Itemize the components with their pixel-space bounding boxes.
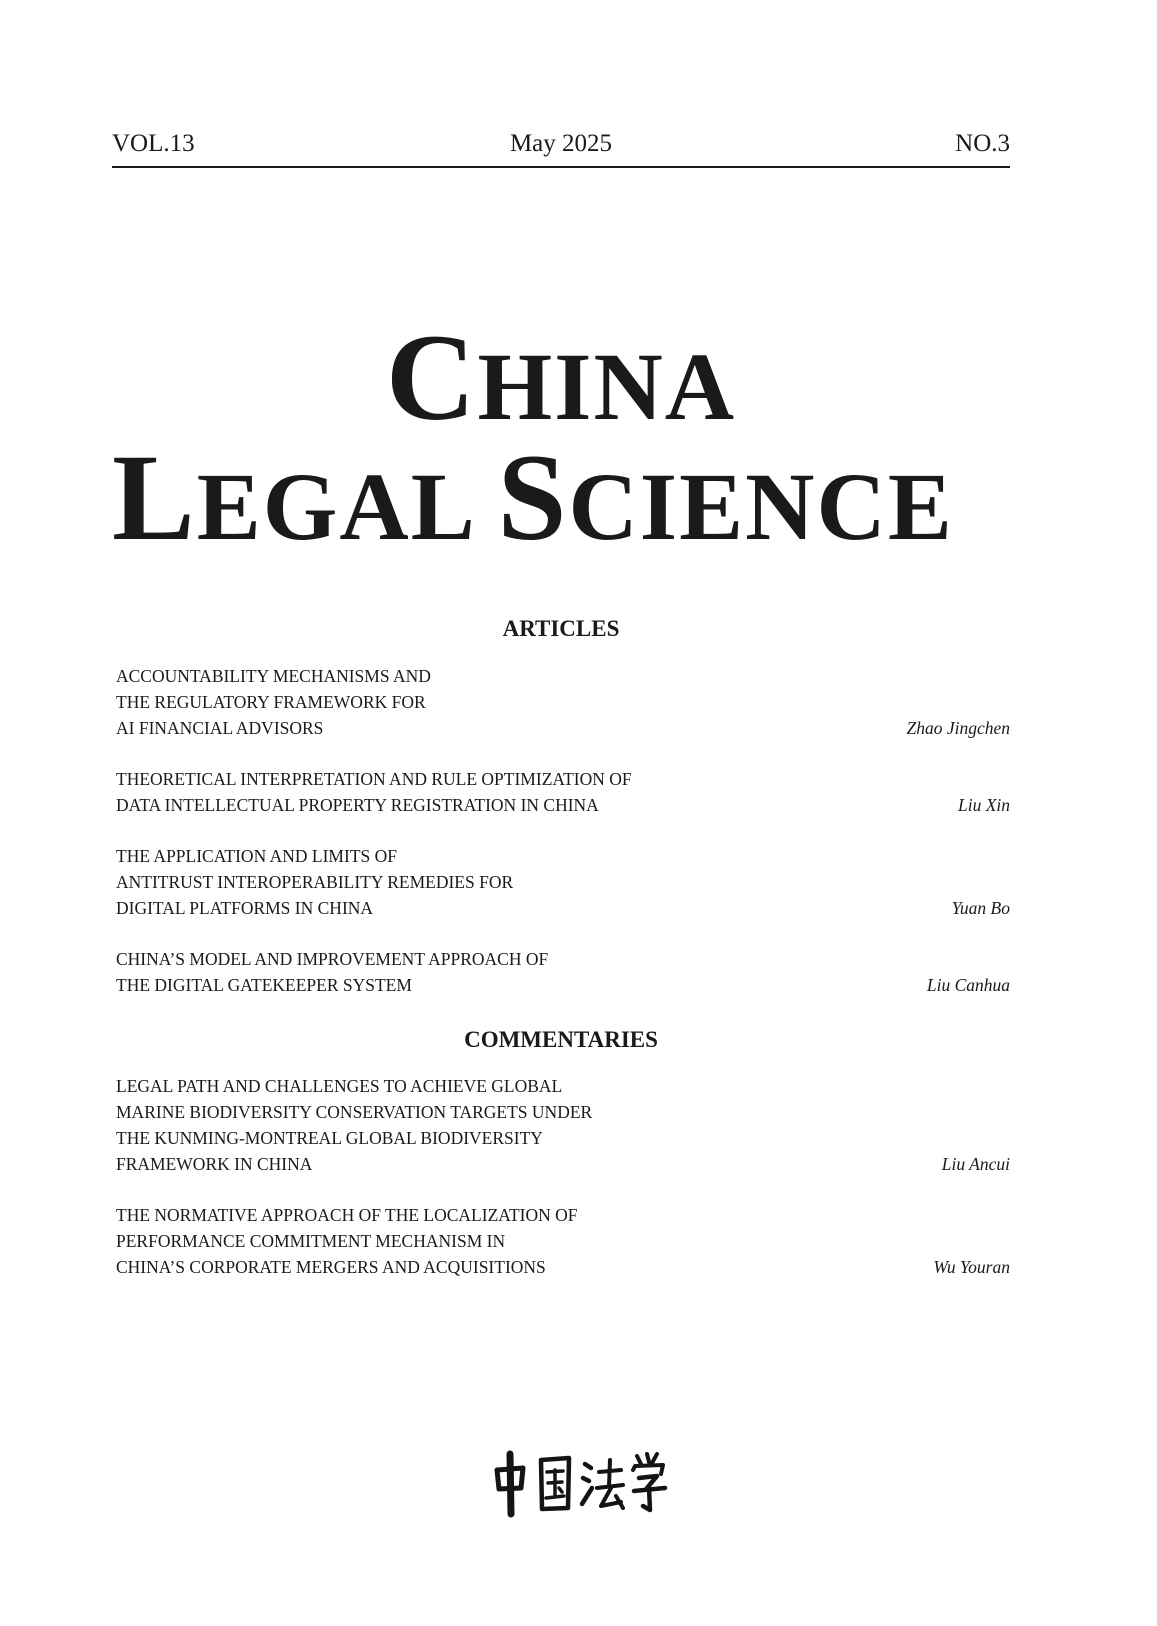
entry-title-line: MARINE BIODIVERSITY CONSERVATION TARGETS UNDER — [116, 1102, 593, 1122]
journal-title-line-1: CHINA — [385, 309, 737, 446]
entry-title-line: THE APPLICATION AND LIMITS OF — [116, 846, 397, 866]
entry-title-line: DIGITAL PLATFORMS IN CHINA — [116, 898, 374, 918]
section-heading-articles: ARTICLES — [502, 616, 620, 641]
toc-entry — [116, 843, 1010, 921]
entry-author: Zhao Jingchen — [906, 718, 1010, 738]
entry-author: Liu Xin — [957, 795, 1010, 815]
toc-entry — [116, 1202, 1010, 1280]
calligraphy-logo — [0, 1448, 1157, 1523]
entry-author: Liu Canhua — [926, 975, 1010, 995]
entry-title-line: THE REGULATORY FRAMEWORK FOR — [116, 692, 426, 712]
toc-entry — [116, 663, 1010, 741]
entry-title-line: AI FINANCIAL ADVISORS — [116, 718, 324, 738]
calligraphy-logo-image — [489, 1448, 669, 1518]
toc-entry — [116, 946, 1010, 998]
masthead-rule — [112, 166, 1010, 168]
entry-title-line: CHINA’S CORPORATE MERGERS AND ACQUISITIONS — [116, 1257, 546, 1277]
section-heading-commentaries: COMMENTARIES — [464, 1027, 658, 1052]
entry-author: Wu Youran — [933, 1257, 1010, 1277]
toc-entry — [116, 766, 1010, 818]
issue-date: May 2025 — [509, 130, 613, 157]
entry-title-line: LEGAL PATH AND CHALLENGES TO ACHIEVE GLOBAL — [116, 1076, 563, 1096]
journal-title-line-2: LEGAL SCIENCE — [112, 429, 954, 566]
toc-entry — [116, 1073, 1010, 1177]
entry-title-line: ACCOUNTABILITY MECHANISMS AND — [116, 666, 431, 686]
entry-title-line: CHINA’S MODEL AND IMPROVEMENT APPROACH OF — [116, 949, 549, 969]
volume-number: VOL.13 — [112, 130, 195, 157]
entry-title-line: THE KUNMING-MONTREAL GLOBAL BIODIVERSITY — [116, 1128, 543, 1148]
entry-title-line: DATA INTELLECTUAL PROPERTY REGISTRATION IN CHINA — [116, 795, 599, 815]
entry-title-line: PERFORMANCE COMMITMENT MECHANISM IN — [116, 1231, 506, 1251]
entry-author: Yuan Bo — [951, 898, 1010, 918]
masthead — [112, 120, 1010, 168]
entry-title-line: THE DIGITAL GATEKEEPER SYSTEM — [116, 975, 412, 995]
entry-title-line: ANTITRUST INTEROPERABILITY REMEDIES FOR — [116, 872, 514, 892]
entry-author: Liu Ancui — [941, 1154, 1010, 1174]
entry-title-line: THEORETICAL INTERPRETATION AND RULE OPTIMIZATION OF — [116, 769, 632, 789]
entry-title-line: THE NORMATIVE APPROACH OF THE LOCALIZATION OF — [116, 1205, 578, 1225]
entry-title-line: FRAMEWORK IN CHINA — [116, 1154, 313, 1174]
issue-number: NO.3 — [955, 130, 1010, 157]
